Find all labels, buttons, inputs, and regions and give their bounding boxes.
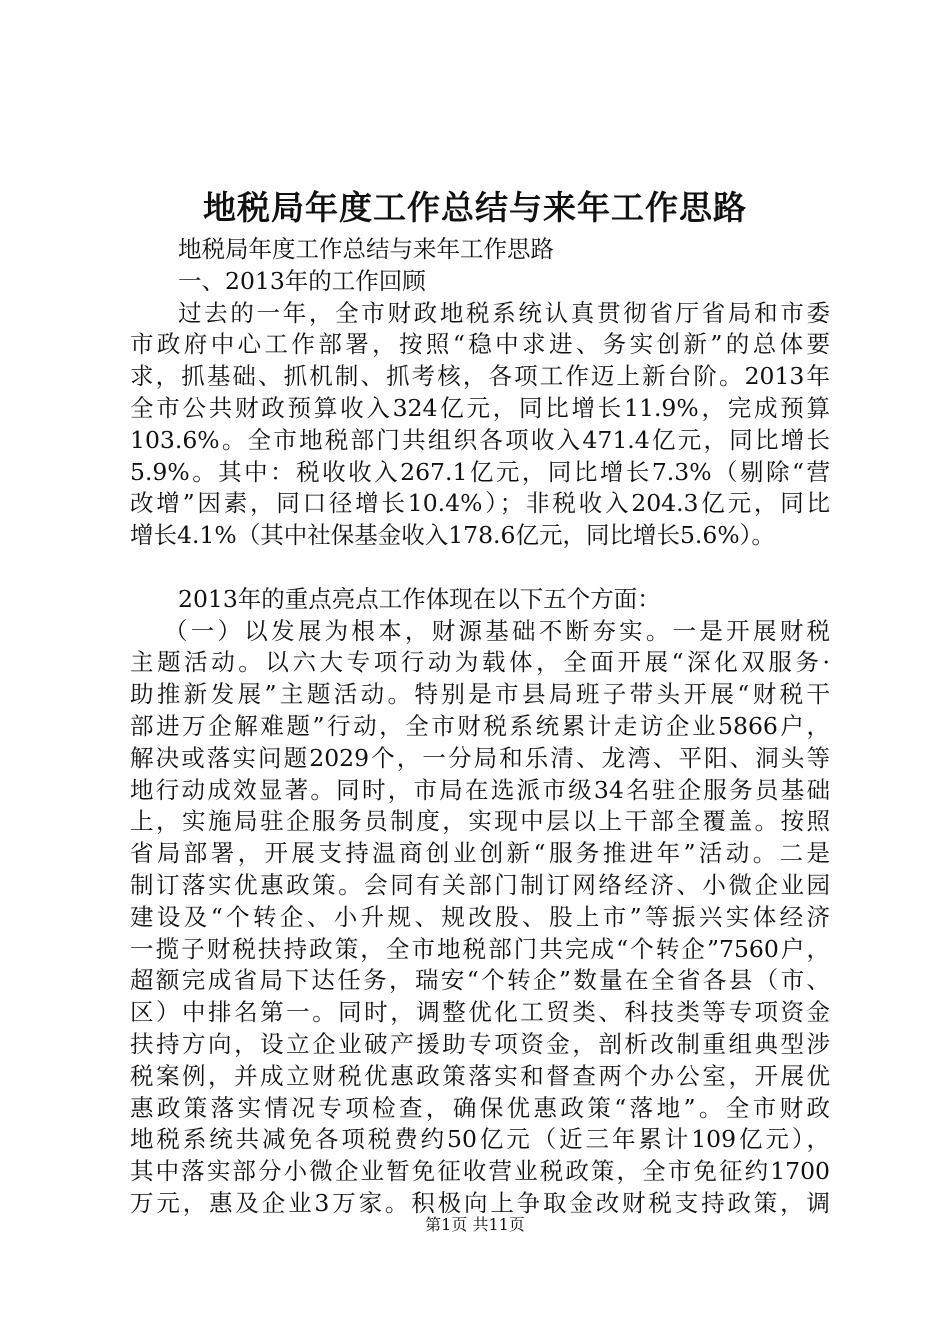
paragraph-line: 区）中排名第一。同时，调整优化工贸类、科技类等专项资金 [130, 998, 830, 1027]
paragraph-line: 制订落实优惠政策。会同有关部门制订网络经济、小微企业园 [130, 870, 830, 899]
paragraph-line: 税案例，并成立财税优惠政策落实和督查两个办公室，开展优 [130, 1061, 830, 1090]
paragraph-line: 2013年的重点亮点工作体现在以下五个方面： [178, 584, 661, 613]
paragraph-line: 解决或落实问题2029个，一分局和乐清、龙湾、平阳、洞头等 [130, 743, 830, 772]
paragraph-line: 其中落实部分小微企业暂免征收营业税政策，全市免征约1700 [130, 1157, 830, 1186]
paragraph-line: 建设及“个转企、小升规、规改股、股上市”等振兴实体经济 [130, 902, 830, 931]
paragraph-line: 地税系统共减免各项税费约50亿元（近三年累计109亿元）， [130, 1125, 830, 1154]
page-footer: 第1页 共11页 [425, 1215, 525, 1234]
paragraph-line: 全市公共财政预算收入324亿元，同比增长11.9%，完成预算 [130, 393, 830, 422]
paragraph-line: 增长4.1%（其中社保基金收入178.6亿元，同比增长5.6%）。 [130, 521, 775, 550]
paragraph-line: 省局部署，开展支持温商创业创新“服务推进年”活动。二是 [130, 839, 830, 868]
paragraph-line: 5.9%。其中：税收收入267.1亿元，同比增长7.3%（剔除“营 [130, 457, 830, 486]
paragraph-line: 103.6%。全市地税部门共组织各项收入471.4亿元，同比增长 [130, 425, 830, 454]
paragraph-line: 超额完成省局下达任务，瑞安“个转企”数量在全省各县（市、 [130, 966, 830, 995]
paragraph-line: 地行动成效显著。同时，市局在选派市级34名驻企服务员基础 [130, 775, 830, 804]
paragraph-line: 求，抓基础、抓机制、抓考核，各项工作迈上新台阶。2013年 [130, 362, 830, 391]
paragraph-line: 惠政策落实情况专项检查，确保优惠政策“落地”。全市财政 [130, 1093, 830, 1122]
section-heading: 一、2013年的工作回顾 [178, 266, 426, 295]
paragraph-line: （一）以发展为根本，财源基础不断夯实。一是开展财税 [164, 616, 830, 645]
paragraph-line: 改增”因素，同口径增长10.4%）；非税收入204.3亿元，同比 [130, 489, 830, 518]
paragraph-line: 过去的一年，全市财政地税系统认真贯彻省厅省局和市委 [178, 298, 830, 327]
paragraph-line: 助推新发展”主题活动。特别是市县局班子带头开展“财税干 [130, 680, 830, 709]
subtitle-line: 地税局年度工作总结与来年工作思路 [178, 235, 554, 263]
document-title: 地税局年度工作总结与来年工作思路 [203, 188, 747, 227]
paragraph-gap [130, 552, 830, 584]
paragraph-line: 上，实施局驻企服务员制度，实现中层以上干部全覆盖。按照 [130, 807, 830, 836]
paragraph-line: 一揽子财税扶持政策，全市地税部门共完成“个转企”7560户， [130, 934, 830, 963]
document-body [130, 234, 830, 1220]
paragraph-line: 市政府中心工作部署，按照“稳中求进、务实创新”的总体要 [130, 330, 830, 359]
paragraph-line: 扶持方向，设立企业破产援助专项资金，剖析改制重组典型涉 [130, 1029, 830, 1058]
paragraph-line: 主题活动。以六大专项行动为载体，全面开展“深化双服务· [130, 648, 830, 677]
paragraph-line: 万元，惠及企业3万家。积极向上争取金改财税支持政策，调 [130, 1188, 830, 1217]
paragraph-line: 部进万企解难题”行动，全市财税系统累计走访企业5866户， [130, 711, 830, 740]
